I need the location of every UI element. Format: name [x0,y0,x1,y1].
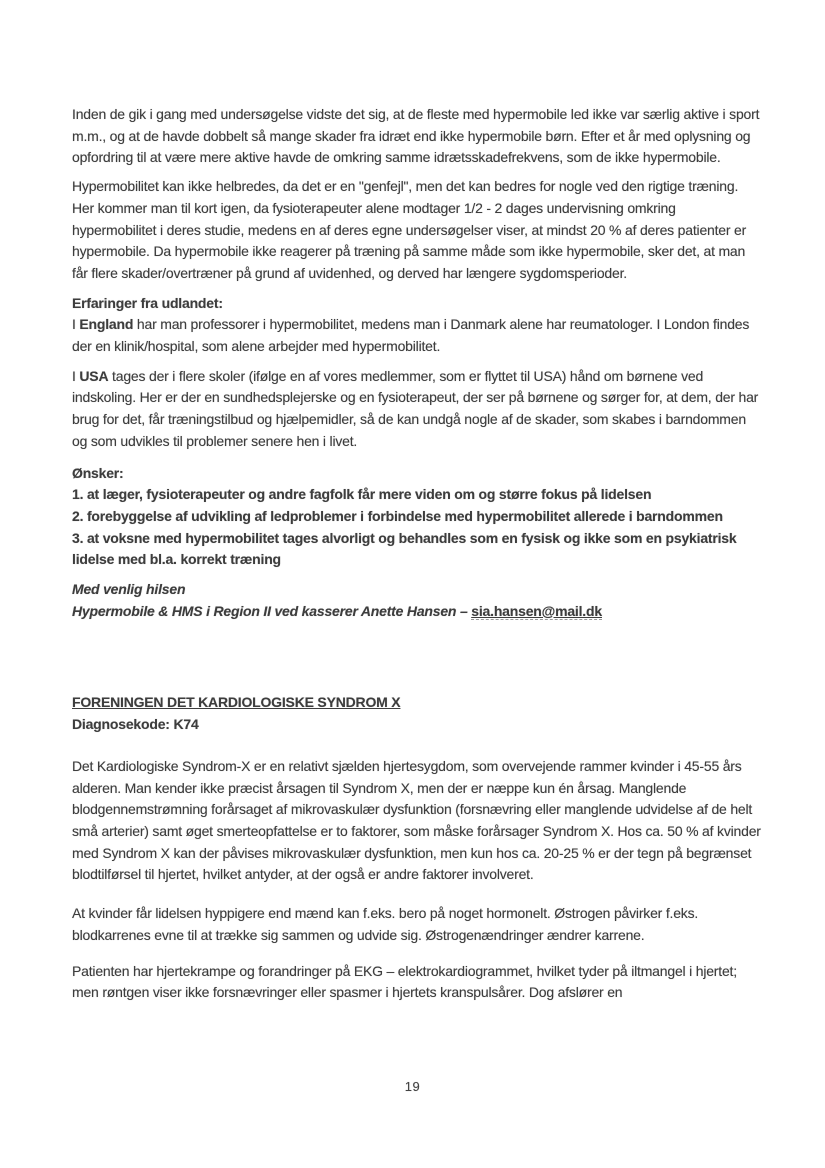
syndrome-x-heading-block [72,692,762,735]
syndrome-x-paragraph-3: Patienten har hjertekrampe og forandringer på EKG – elektrokardiogrammet, hvilket tyder på iltmangel i hjertet; men røntgen viser ikke forsnævringer eller spasmer i hjertets kranspulsårer. Dog afslører en [72,962,737,1001]
syndrome-x-paragraph-2: At kvinder får lidelsen hyppigere end mænd kan f.eks. bero på noget hormonelt. Østrogen påvirker f.eks. blodkarrenes evne til at trække sig sammen og udvide sig. Østrogenændringer ændrer karrene. [72,905,699,943]
england-text-rest: har man professorer i hypermobilitet, medens man i Danmark alene har reumatologer. I London findes der en klinik/hospital, som alene arbejder med hypermobilitet. [72,316,750,355]
section-heading-syndrome-x: FORENINGEN DET KARDIOLOGISKE SYNDROM X [72,694,401,711]
wishes-block [72,463,762,572]
usa-paragraph [72,366,762,453]
syndrome-x-paragraph-1: Det Kardiologiske Syndrom-X er en relativt sjælden hjertesygdom, som overvejende rammer kvinder i 45-55 års alderen. Man kender ikke præcist årsagen til Syndrom X, men der er næppe kun én årsag. Manglende blodgennemstrømning forårsaget af mikrovaskulær dysfunktion (forsnævring eller manglende udvidelse af de helt små arterier) samt øget smerteopfattelse er to faktorer, som måske forårsager Syndrom X. Hos ca. 50 % af kvinder med Syndrom X kan der påvises mikrovaskulær dysfunktion, men kun hos ca. 20-25 % er der tegn på begrænset blodtilførsel til hjertet, hvilket antyder, at der også er andre faktorer involveret. [72,757,761,883]
usa-text-pre: I [72,367,80,384]
diagnosis-code: Diagnosekode: K74 [72,716,199,733]
paragraph-intro: Inden de gik i gang med undersøgelse vidste det sig, at de fleste med hypermobile led ikke var særlig aktive i sport m.m., og at de havde dobbelt så mange skader fra idræt end ikke hypermobile børn. Efter et år med oplysning og opfordring til at være mere aktive havde de omkring samme idrætsskadefrekvens, som de ikke hypermobile. [72,106,760,166]
signature-org: Hypermobile & HMS i Region II ved kasserer Anette Hansen – [72,602,472,619]
experiences-block [72,293,762,358]
email-link[interactable]: sia.hansen@mail.dk [471,602,602,619]
wish-item-2: 2. forebyggelse af udvikling af ledproblemer i forbindelse med hypermobilitet allerede i barndommen [72,507,723,524]
page-number: 19 [404,1079,421,1094]
wishes-heading: Ønsker: [72,464,124,481]
signature-block [72,579,762,622]
usa-text-rest: tages der i flere skoler (ifølge en af vores medlemmer, som er flyttet til USA) hånd om børnene ved indskoling. Her er der en sundhedsplejerske og en fysioterapeut, der ser på børnene og sørger for, at dem, der har brug for det, får træningstilbud og hjælpemidler, så de kan undgå nogle af de skader, som skabes i barndommen og som udvikles til problemer senere hen i livet. [72,367,759,449]
england-text-pre: I [72,316,80,333]
signature-greeting: Med venlig hilsen [72,581,186,598]
paragraph-treatment: Hypermobilitet kan ikke helbredes, da det er en "genfejl", men det kan bedres for nogle ved den rigtige træning. Her kommer man til kort igen, da fysioterapeuter alene modtager 1/2 - 2 dages undervisning omkring hypermobilitet i deres studie, medens en af deres egne undersøgelser viser, at mindst 20 % af deres patienter er hypermobile. Da hypermobile ikke reagerer på træning på samme måde som ikke hypermobile, sker det, at man får flere skader/overtræner på grund af uvidenhed, og derved har længere sygdomsperioder. [72,178,747,281]
england-bold: England [79,316,134,333]
experiences-heading: Erfaringer fra udlandet: [72,294,223,311]
wish-item-1: 1. at læger, fysioterapeuter og andre fagfolk får mere viden om og større fokus på lidelsen [72,486,652,503]
wish-item-3: 3. at voksne med hypermobilitet tages alvorligt og behandles som en fysisk og ikke som en psykiatrisk lidelse med bl.a. korrekt træning [72,529,737,568]
usa-bold: USA [79,367,109,384]
page-content [72,104,762,1004]
